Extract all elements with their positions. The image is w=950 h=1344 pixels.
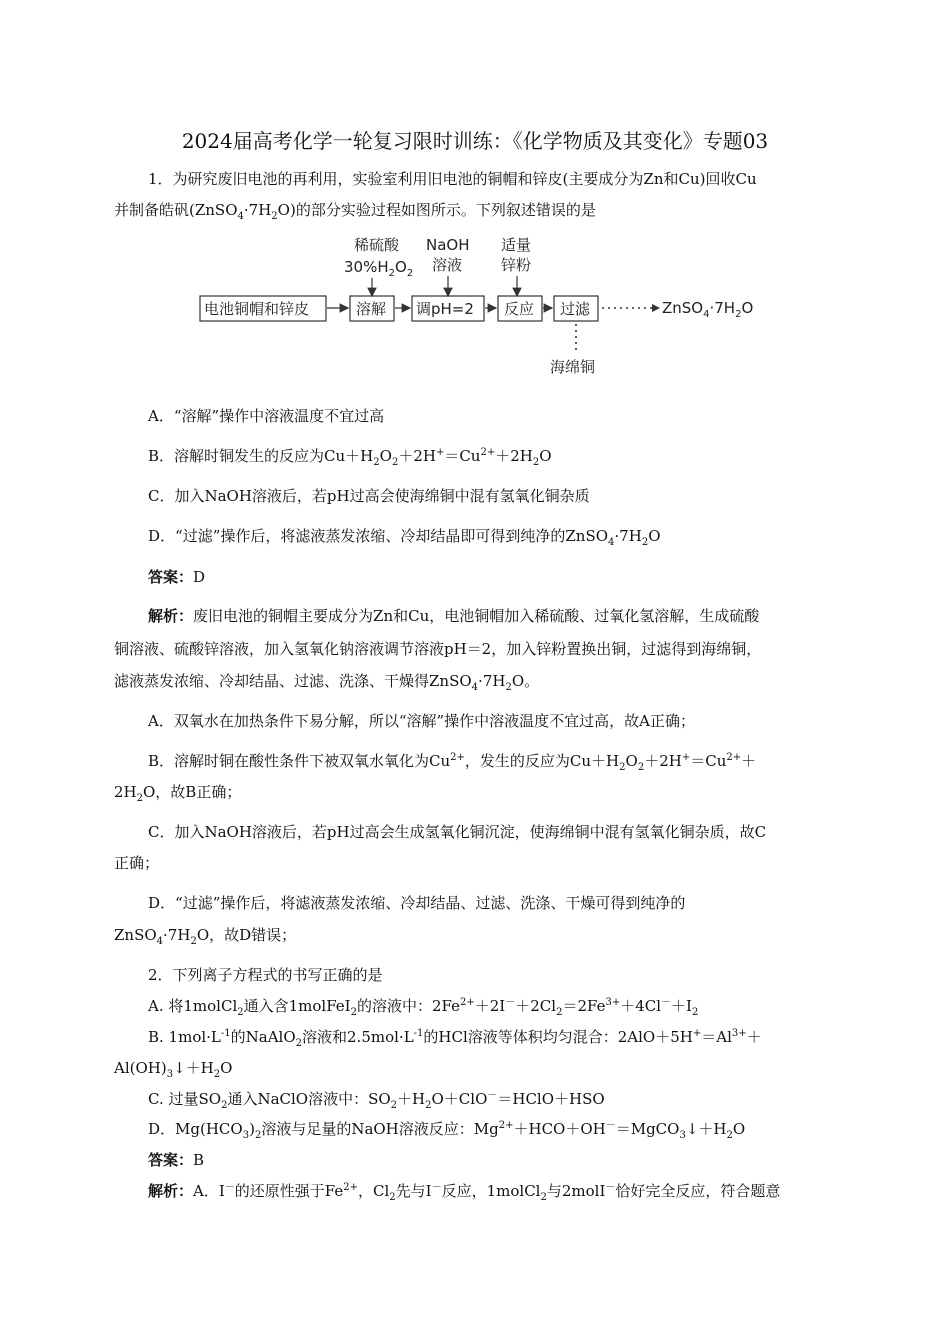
q1-analysis-line2: 铜溶液、硫酸锌溶液，加入氢氧化钠溶液调节溶液pH＝2，加入锌粉置换出铜，过滤得到海绵铜， — [114, 640, 762, 658]
page-title: 2024届高考化学一轮复习限时训练：《化学物质及其变化》专题03 — [181, 129, 769, 153]
q2-analysis-line1: 解析：A．I－的还原性强于$Fe^{2+}$，$Cl_2$先与I－反应，1molCl$_2$与2molI－恰好完全反应，符合题意 — [148, 1182, 781, 1203]
q1-option-c: C．加入NaOH溶液后，若pH过高会使海绵铜中混有氢氧化铜杂质 — [148, 487, 590, 505]
reagent-appropriate: 适量 — [501, 236, 532, 254]
q1-option-b: B．溶解时铜发生的反应为$Cu+H_2O_2+2H^+=Cu^{2+}+2H_2O$ — [148, 447, 552, 468]
q1-analysis-line3: 滤液蒸发浓缩、冷却结晶、过滤、洗涤、干燥得$ZnSO_4\cdot 7H_2O$。 — [114, 672, 540, 693]
product-label: $ZnSO_4\cdot 7H_2O$ — [662, 299, 754, 320]
q2-option-d: D．$Mg(HCO_3)_2$溶液与足量的NaOH溶液反应：$Mg^{2+}+HCO+OH^-=MgCO_3↓+H_2O$ — [148, 1120, 746, 1141]
box-reaction-label: 反应 — [504, 300, 535, 318]
q1-explain-c-line1: C．加入NaOH溶液后，若pH过高会生成氢氧化铜沉淀，使海绵铜中混有氢氧化铜杂质，故C — [148, 823, 767, 841]
box-adjust-ph-label: 调pH=2 — [416, 300, 474, 318]
reagent-sulfuric-acid: 稀硫酸 — [354, 236, 400, 254]
q1-explain-c-line2: 正确； — [114, 854, 160, 872]
q2-option-c: C. 过量$SO_2$通入NaClO溶液中：$SO_2+H_2O+ClO^-=HClO+HSO$ — [148, 1090, 605, 1111]
q2-option-b-line2: $Al(OH)_3↓+H_2O$ — [114, 1059, 233, 1080]
box-dissolve-label: 溶解 — [356, 300, 387, 318]
box-filter-label: 过滤 — [560, 300, 591, 318]
q1-explain-b-line2: $2H_2O$，故B正确； — [114, 783, 242, 804]
q2-option-a: A. 将1molCl$_2$通入含1molFeI$_2$的溶液中：$2Fe^{2+}+2I^-+2Cl_2=2Fe^{3+}+4Cl^-+I_2$ — [148, 997, 699, 1018]
box-battery-caps-label: 电池铜帽和锌皮 — [204, 300, 310, 318]
reagent-naoh-solution: 溶液 — [432, 256, 463, 274]
q1-option-d: D．“过滤”操作后，将滤液蒸发浓缩、冷却结晶即可得到纯净的$ZnSO_4\cdot 7H_2O$ — [148, 527, 661, 548]
q2-answer: 答案：B — [148, 1151, 205, 1169]
q1-answer: 答案：D — [148, 568, 206, 586]
reagent-zinc-powder: 锌粉 — [501, 256, 532, 274]
q1-stem-line2: 并制备皓矾$(ZnSO_4\cdot 7H_2O)$的部分实验过程如图所示。下列叙述错误的是 — [114, 201, 596, 222]
byproduct-label: 海绵铜 — [550, 358, 596, 376]
q1-analysis-line1: 解析：废旧电池的铜帽主要成分为Zn和Cu，电池铜帽加入稀硫酸、过氧化氢溶解，生成硫酸 — [148, 607, 760, 625]
q1-option-a: A．“溶解”操作中溶液温度不宜过高 — [148, 407, 385, 425]
q2-stem: 2．下列离子方程式的书写正确的是 — [148, 966, 383, 984]
q1-explain-a: A．双氧水在加热条件下易分解，所以“溶解”操作中溶液温度不宜过高，故A正确； — [148, 712, 696, 730]
q1-stem-line1: 1．为研究废旧电池的再利用，实验室利用旧电池的铜帽和锌皮(主要成分为Zn和Cu)回收Cu — [148, 170, 757, 188]
q1-explain-d-line1: D．“过滤”操作后，将滤液蒸发浓缩、冷却结晶、过滤、洗涤、干燥可得到纯净的 — [148, 894, 686, 912]
q1-flow-diagram — [190, 232, 770, 382]
reagent-naoh: NaOH — [426, 236, 470, 254]
q1-explain-d-line2: $ZnSO_4\cdot 7H_2O$，故D错误； — [114, 926, 297, 947]
reagent-h2o2: $30\%H_2O_2$ — [344, 258, 414, 279]
q2-option-b-line1: B. $1mol\cdot L^{-1}$的NaAlO$_2$溶液和$2.5mol\cdot L^{-1}$的HCl溶液等体积均匀混合：$2AlO+5H^+=Al^{3+}+$ — [148, 1028, 762, 1049]
q1-explain-b-line1: B．溶解时铜在酸性条件下被双氧水氧化为$Cu^{2+}$，发生的反应为$Cu+H_2O_2+2H^+=Cu^{2+}+$ — [148, 752, 757, 773]
